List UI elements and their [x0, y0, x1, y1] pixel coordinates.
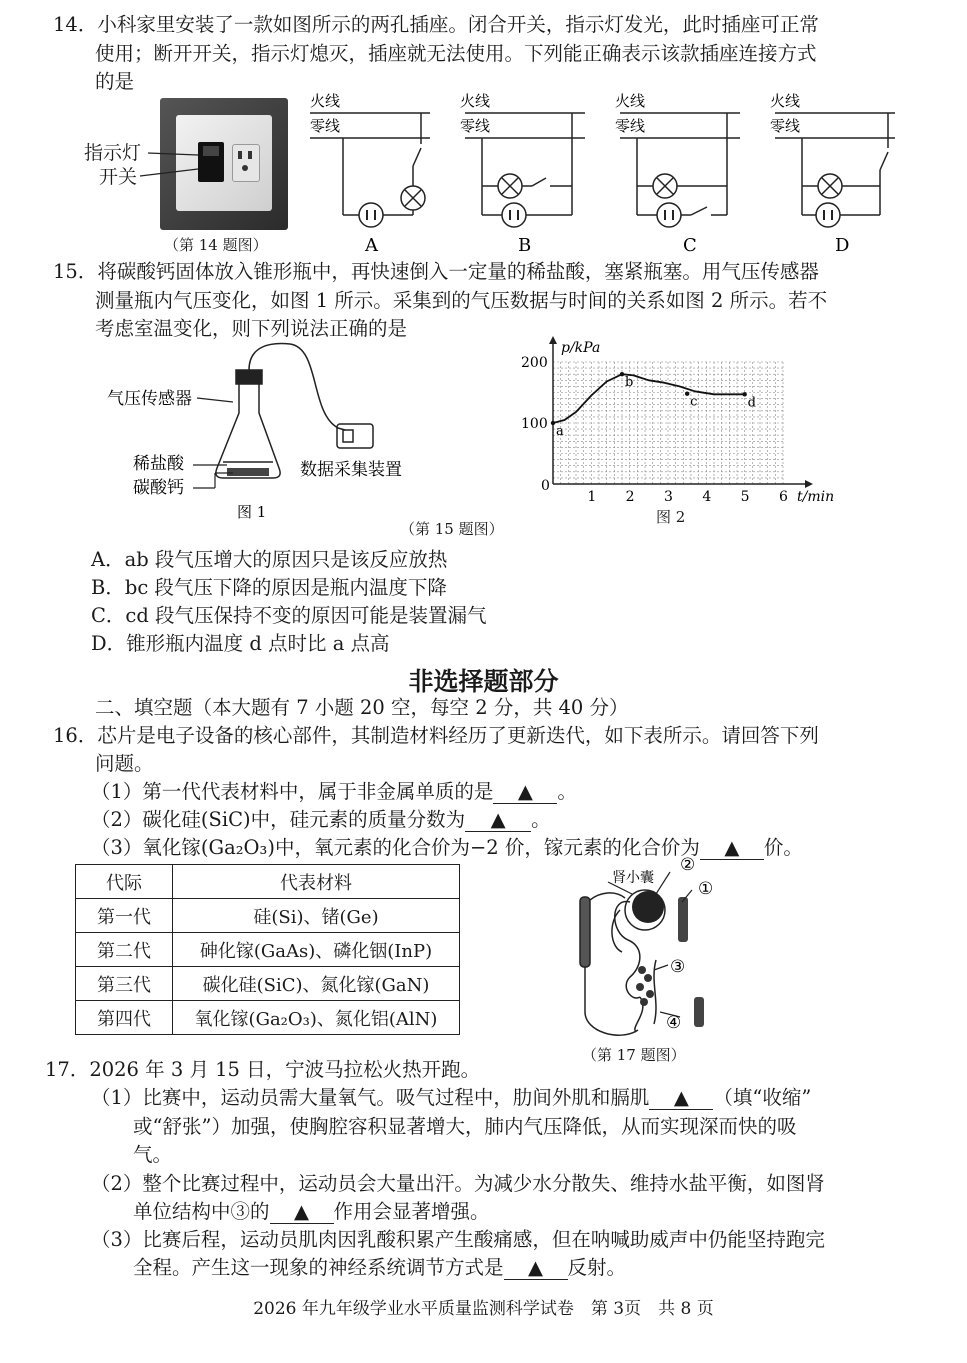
- section-title: 非选择题部分: [408, 667, 559, 696]
- q14-line1: 14．小科家里安装了一款如图所示的两孔插座。闭合开关，指示灯发光，此时插座可正常: [53, 13, 819, 36]
- table-header: 代表材料: [173, 865, 460, 899]
- fig1-collector-label: 数据采集装置: [300, 460, 402, 480]
- option-a-label: A: [365, 235, 378, 256]
- table-cell: 氧化镓(Ga₂O₃)、氮化铝(AlN): [173, 1001, 460, 1035]
- point-d-marker: [742, 392, 746, 396]
- fig2-label: 图 2: [656, 508, 686, 526]
- q15-choice-b: B．bc 段气压下降的原因是瓶内温度下降: [91, 576, 447, 599]
- fig1-acid-label: 稀盐酸: [133, 454, 184, 474]
- y-axis-arrow: [549, 336, 557, 344]
- table-cell: 砷化镓(GaAs)、磷化铟(InP): [173, 933, 460, 967]
- section-subtitle: 二、填空题（本大题有 7 小题 20 空，每空 2 分，共 40 分）: [95, 696, 629, 719]
- q15-fig2-chart: [515, 342, 835, 522]
- q17-blank1[interactable]: ▲: [649, 1087, 713, 1110]
- q17-line1: 17．2026 年 3 月 15 日，宁波马拉松火热开跑。: [45, 1058, 481, 1081]
- point-a-label: a: [556, 424, 564, 439]
- q14-circuits: [305, 90, 945, 256]
- q17-sub3-line2: 全程。产生这一现象的神经系统调节方式是 ▲ 反射。: [133, 1256, 627, 1279]
- point-c-marker: [685, 392, 689, 396]
- y-tick-label: 100: [521, 416, 548, 432]
- q16-sub3: （3）氧化镓(Ga₂O₃)中，氧元素的化合价为−2 价，镓元素的化合价为 ▲ 价。: [91, 836, 803, 859]
- q14-line3: 的是: [95, 70, 135, 93]
- q16-line1: 16．芯片是电子设备的核心部件，其制造材料经历了更新迭代，如下表所示。请回答下列: [53, 724, 819, 747]
- table-row: [76, 899, 460, 933]
- q16-sub1: （1）第一代代表材料中，属于非金属单质的是 ▲ 。: [91, 780, 577, 803]
- q15-caption: （第 15 题图）: [400, 520, 504, 538]
- q17-blank3[interactable]: ▲: [504, 1257, 568, 1280]
- q15-line2: 测量瓶内气压变化，如图 1 所示。采集到的气压数据与时间的关系如图 2 所示。若不: [95, 289, 828, 312]
- photo-pointer-lines: [140, 145, 200, 185]
- q16-blank1[interactable]: ▲: [493, 781, 557, 804]
- nephron-number-1: ①: [698, 879, 714, 899]
- point-b-label: b: [625, 375, 634, 391]
- neutral-wire-d: 零线: [770, 117, 801, 135]
- point-d-label: d: [747, 395, 756, 411]
- y-axis-label: p/kPa: [561, 340, 601, 356]
- q16-sub2: （2）碳化硅(SiC)中，硅元素的质量分数为 ▲ 。: [91, 808, 551, 831]
- x-tick-label: 1: [587, 489, 597, 505]
- q17-sub1-line3: 气。: [133, 1143, 173, 1166]
- nephron-figure: [570, 852, 760, 1052]
- x-tick-label: 2: [625, 489, 635, 505]
- q17-sub3-line1: （3）比赛后程，运动员肌肉因乳酸积累产生酸痛感，但在呐喊助威声中仍能坚持跑完: [91, 1228, 825, 1251]
- q15-fig1: [105, 338, 435, 523]
- q14-caption: （第 14 题图）: [164, 236, 268, 254]
- nephron-number-2: ②: [680, 855, 696, 875]
- q15-line1: 15．将碳酸钙固体放入锥形瓶中，再快速倒入一定量的稀盐酸，塞紧瓶塞。用气压传感器: [53, 260, 819, 283]
- x-tick-label: 5: [740, 489, 750, 505]
- nephron-number-4: ④: [666, 1013, 682, 1033]
- live-wire-b: 火线: [460, 92, 491, 110]
- q16-blank2[interactable]: ▲: [465, 809, 531, 832]
- x-axis-arrow: [805, 480, 813, 488]
- x-axis-label: t/min: [797, 489, 835, 505]
- q17-sub1: （1）比赛中，运动员需大量氧气。吸气过程中，肋间外肌和膈肌 ▲ （填“收缩”: [91, 1086, 812, 1109]
- live-wire-a: 火线: [310, 92, 341, 110]
- q15-line3: 考虑室温变化，则下列说法正确的是: [95, 317, 408, 340]
- x-tick-label: 3: [664, 489, 673, 505]
- table-cell: 第一代: [76, 899, 173, 933]
- fig1-label: 图 1: [237, 503, 267, 521]
- point-c-label: c: [690, 394, 698, 410]
- x-tick-label: 6: [779, 489, 788, 505]
- point-b-marker: [620, 372, 624, 376]
- table-header: 代际: [76, 865, 173, 899]
- y-tick-label: 200: [521, 355, 548, 371]
- nephron-capsule-label: 肾小囊: [612, 870, 654, 886]
- table-row: [76, 967, 460, 1001]
- q17-sub2-line2: 单位结构中③的 ▲ 作用会显著增强。: [133, 1200, 490, 1223]
- neutral-wire-c: 零线: [615, 117, 646, 135]
- q15-choice-a: A．ab 段气压增大的原因只是该反应放热: [91, 548, 448, 571]
- q17-sub2-line1: （2）整个比赛过程中，运动员会大量出汗。为减少水分散失、维持水盐平衡，如图肾: [91, 1172, 825, 1195]
- x-tick-label: 4: [702, 489, 712, 505]
- q16-blank3[interactable]: ▲: [700, 837, 764, 860]
- neutral-wire-b: 零线: [460, 117, 491, 135]
- materials-table: [75, 864, 460, 1035]
- live-wire-d: 火线: [770, 92, 801, 110]
- table-cell: 第二代: [76, 933, 173, 967]
- point-a-marker: [551, 421, 555, 425]
- neutral-wire-a: 零线: [310, 117, 341, 135]
- table-cell: 第三代: [76, 967, 173, 1001]
- q14-line2: 使用；断开开关，指示灯熄灭，插座就无法使用。下列能正确表示该款插座连接方式: [95, 42, 817, 65]
- q17-sub1-line2: 或“舒张”）加强，使胸腔容积显著增大，肺内气压降低，从而实现深而快的吸: [133, 1115, 797, 1138]
- option-d-label: D: [835, 235, 850, 256]
- q15-choice-c: C．cd 段气压保持不变的原因可能是装置漏气: [91, 604, 487, 627]
- page-footer: 2026 年九年级学业水平质量监测科学试卷 第 3页 共 8 页: [253, 1299, 714, 1319]
- nephron-number-3: ③: [670, 957, 686, 977]
- fig1-carbonate-label: 碳酸钙: [133, 478, 184, 498]
- origin-label: 0: [541, 478, 550, 494]
- option-c-label: C: [683, 235, 697, 256]
- option-b-label: B: [518, 235, 532, 256]
- q17-fig-caption: （第 17 题图）: [582, 1046, 686, 1064]
- table-row: [76, 1001, 460, 1035]
- photo-label-switch: 开关: [99, 166, 138, 188]
- q17-blank2[interactable]: ▲: [270, 1201, 334, 1224]
- live-wire-c: 火线: [615, 92, 646, 110]
- table-cell: 碳化硅(SiC)、氮化镓(GaN): [173, 967, 460, 1001]
- table-row: [76, 933, 460, 967]
- table-header-row: [76, 865, 460, 899]
- table-cell: 第四代: [76, 1001, 173, 1035]
- table-cell: 硅(Si)、锗(Ge): [173, 899, 460, 933]
- photo-label-light: 指示灯: [84, 142, 142, 164]
- q16-line2: 问题。: [95, 752, 154, 775]
- q15-choice-d: D．锥形瓶内温度 d 点时比 a 点高: [91, 632, 390, 655]
- fig1-sensor-label: 气压传感器: [107, 389, 192, 409]
